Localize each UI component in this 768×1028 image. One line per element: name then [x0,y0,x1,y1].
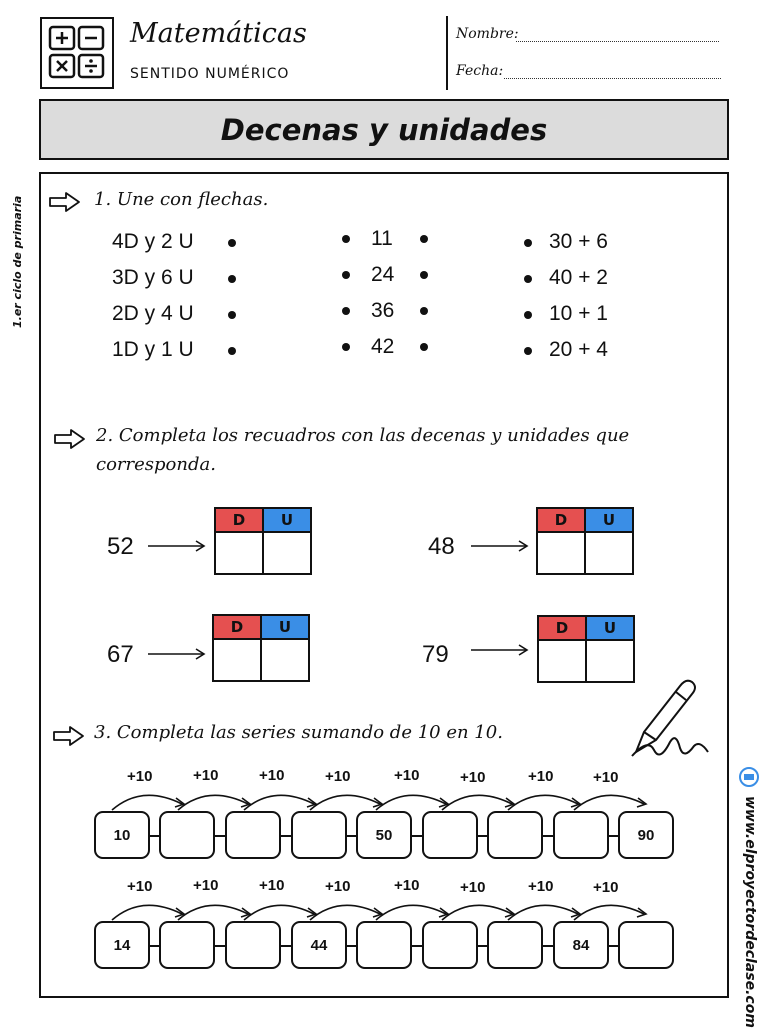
step-label: +10 [259,877,285,894]
worksheet-frame [39,172,729,998]
decenas-header: D [216,509,264,531]
match-dot[interactable] [420,307,428,315]
du-table [537,615,635,683]
right-arrow-icon [147,538,207,554]
match-middle-item: 11 [371,227,393,250]
series-box[interactable] [291,811,347,859]
step-label: +10 [127,768,153,785]
match-dot[interactable] [524,311,532,319]
arrow-pointer-icon [53,427,87,451]
series-box[interactable] [159,811,215,859]
unidades-cell[interactable] [264,533,310,573]
du-number: 48 [428,533,455,560]
du-table [212,614,310,682]
date-label: Fecha: [456,63,504,79]
du-table [536,507,634,575]
match-dot[interactable] [228,311,236,319]
decenas-cell[interactable] [538,533,586,573]
match-right-item: 10 + 1 [549,302,608,325]
pen-icon [624,672,716,762]
step-label: +10 [259,767,285,784]
arrow-pointer-icon [52,724,86,748]
step-label: +10 [325,878,351,895]
step-label: +10 [127,878,153,895]
math-logo [40,17,114,89]
header-subtitle: SENTIDO NUMÉRICO [130,66,290,82]
decenas-cell[interactable] [214,640,262,680]
match-dot[interactable] [524,275,532,283]
series-box: 50 [356,811,412,859]
grade-label: 1.er ciclo de primaria [11,195,24,328]
match-dot[interactable] [524,239,532,247]
unidades-cell[interactable] [586,533,632,573]
match-left-item: 4D y 2 U [112,230,194,253]
series-box[interactable] [487,921,543,969]
website-url[interactable]: www.elproyectordeclase.com [742,796,758,1028]
match-dot[interactable] [228,347,236,355]
step-label: +10 [193,767,219,784]
name-field[interactable] [516,41,719,42]
name-label: Nombre: [456,26,519,42]
match-dot[interactable] [342,271,350,279]
unidades-header: U [262,616,308,638]
step-label: +10 [325,768,351,785]
series-box[interactable] [618,921,674,969]
match-left-item: 2D y 4 U [112,302,194,325]
math-operations-icon [42,19,112,87]
step-label: +10 [593,879,619,896]
match-dot[interactable] [228,275,236,283]
header-title: Matemáticas [130,18,307,49]
match-dot[interactable] [342,307,350,315]
unidades-header: U [264,509,310,531]
step-label: +10 [460,769,486,786]
match-right-item: 30 + 6 [549,230,608,253]
series-box[interactable] [356,921,412,969]
decenas-header: D [214,616,262,638]
exercise3-instruction: 3. Completa las series sumando de 10 en 10. [94,722,503,743]
step-label: +10 [394,877,420,894]
decenas-header: D [539,617,587,639]
right-arrow-icon [470,538,530,554]
match-right-item: 20 + 4 [549,338,608,361]
series-box[interactable] [225,811,281,859]
side-label-left [8,178,32,328]
exercise1-instruction: 1. Une con flechas. [94,189,269,210]
exercise2-instruction-cont: corresponda. [96,454,216,475]
du-table [214,507,312,575]
decenas-cell[interactable] [216,533,264,573]
match-dot[interactable] [420,235,428,243]
decenas-cell[interactable] [539,641,587,681]
series-box[interactable] [159,921,215,969]
page-title-bar [39,99,729,160]
step-label: +10 [528,878,554,895]
match-dot[interactable] [420,271,428,279]
right-arrow-icon [470,642,530,658]
match-dot[interactable] [524,347,532,355]
du-number: 79 [422,641,449,668]
series-box: 14 [94,921,150,969]
match-right-item: 40 + 2 [549,266,608,289]
arrow-pointer-icon [48,190,82,214]
match-left-item: 3D y 6 U [112,266,194,289]
header-divider [446,16,448,90]
series-box: 90 [618,811,674,859]
unidades-header: U [587,617,633,639]
series-box: 44 [291,921,347,969]
site-logo-icon [738,766,760,788]
step-label: +10 [528,768,554,785]
decenas-header: D [538,509,586,531]
du-number: 67 [107,641,134,668]
date-field[interactable] [504,78,721,79]
series-box[interactable] [422,811,478,859]
series-box[interactable] [422,921,478,969]
match-dot[interactable] [342,235,350,243]
match-middle-item: 36 [371,299,395,322]
unidades-header: U [586,509,632,531]
match-middle-item: 42 [371,335,395,358]
step-label: +10 [394,767,420,784]
series2-arcs [100,892,660,922]
du-number: 52 [107,533,134,560]
series1-arcs [100,782,660,812]
exercise2-instruction: 2. Completa los recuadros con las decenas y unidades que [96,425,630,446]
step-label: +10 [460,879,486,896]
right-arrow-icon [147,646,207,662]
series-box: 10 [94,811,150,859]
match-middle-item: 24 [371,263,395,286]
match-dot[interactable] [420,343,428,351]
series-box[interactable] [553,811,609,859]
page-title: Decenas y unidades [220,112,548,147]
series-box[interactable] [487,811,543,859]
match-left-item: 1D y 1 U [112,338,194,361]
side-label-right [736,796,762,1028]
unidades-cell[interactable] [262,640,308,680]
series-box[interactable] [225,921,281,969]
series-box: 84 [553,921,609,969]
step-label: +10 [593,769,619,786]
match-dot[interactable] [342,343,350,351]
step-label: +10 [193,877,219,894]
match-dot[interactable] [228,239,236,247]
